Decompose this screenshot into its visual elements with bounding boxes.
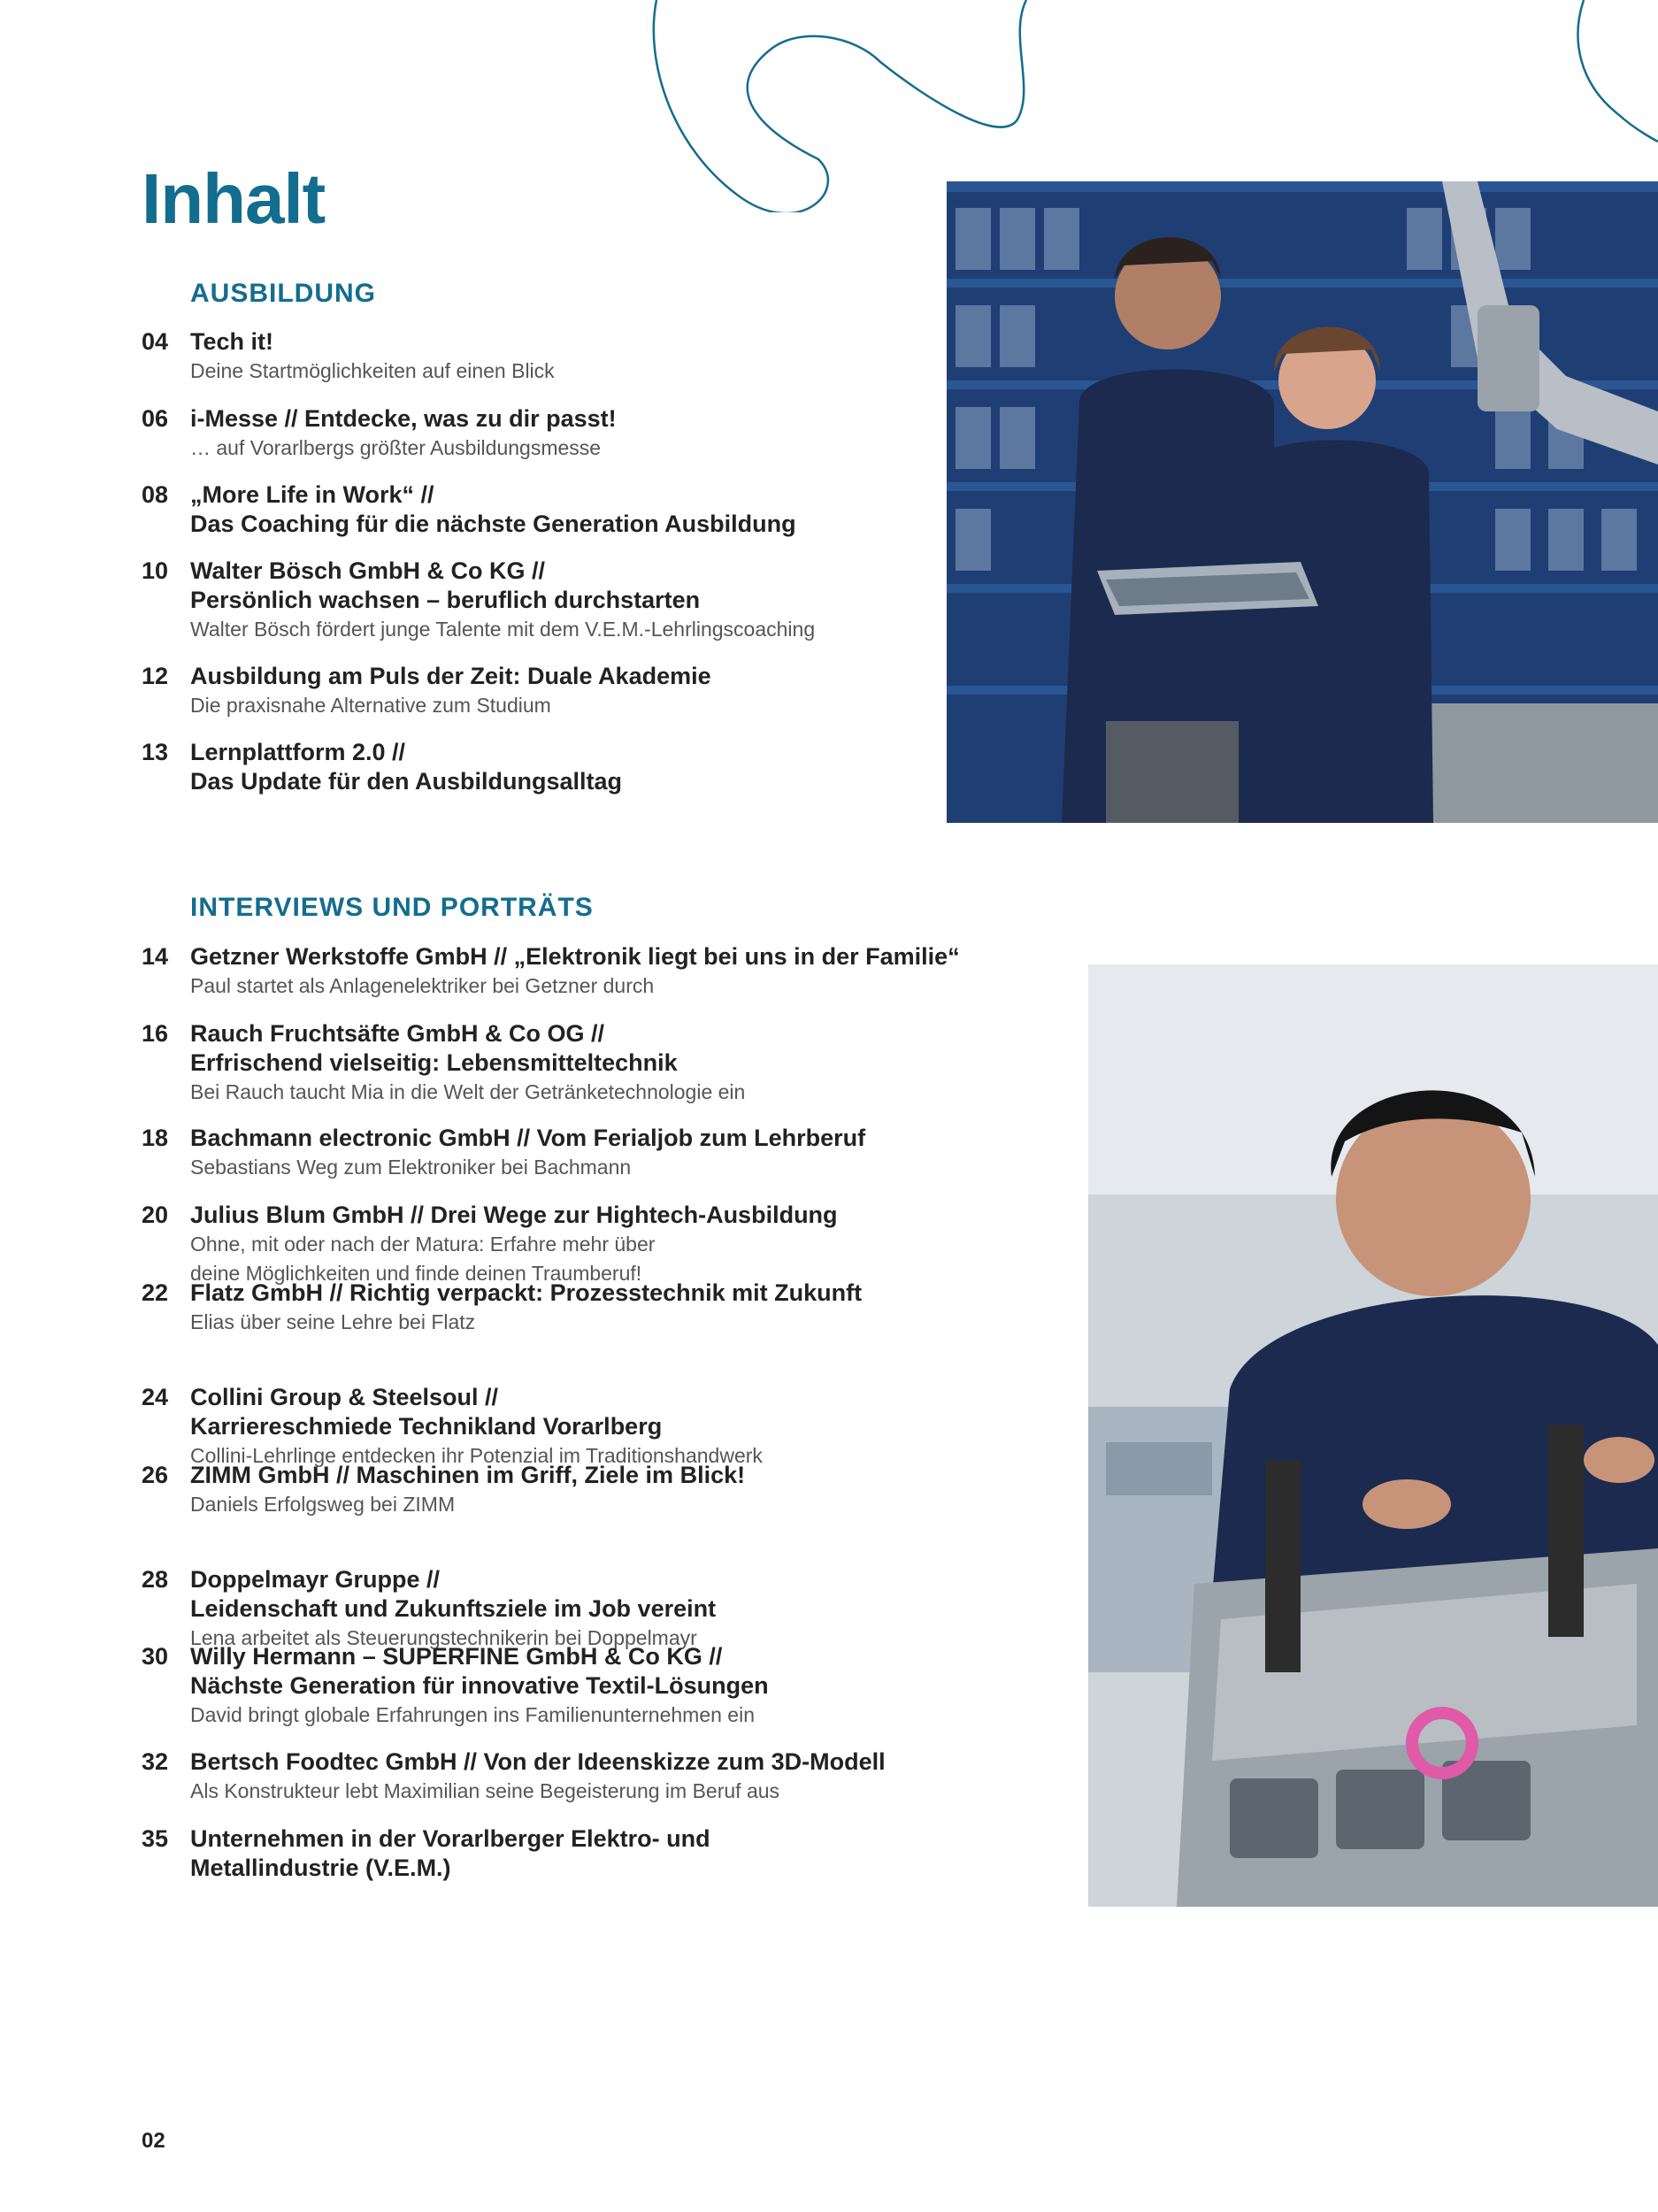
toc-entry-subtitle: Elias über seine Lehre bei Flatz	[190, 1310, 476, 1333]
toc-entry-subtitle: Walter Bösch fördert junge Talente mit dem V.E.M.-Lehrlingscoaching	[190, 618, 816, 641]
photo-apprentices-with-tablet	[947, 181, 1658, 823]
toc-page-number: 22	[142, 1279, 169, 1306]
toc-page-number: 10	[142, 557, 169, 584]
toc-entry-title: „More Life in Work“ //	[190, 481, 434, 508]
toc-entry-text	[190, 738, 969, 796]
page-number: 02	[142, 2129, 165, 2153]
toc-entry-title: Tech it!	[190, 328, 273, 355]
toc-entry-subtitle: Paul startet als Anlagenelektriker bei Getzner durch	[190, 974, 655, 997]
toc-entry-title: Bertsch Foodtec GmbH // Von der Ideenskizze zum 3D-Modell	[190, 1748, 886, 1775]
toc-entry-text	[190, 327, 969, 386]
toc-entry-subtitle: … auf Vorarlbergs größter Ausbildungsmesse	[190, 436, 602, 459]
toc-entry-title: Persönlich wachsen – beruflich durchstarten	[190, 587, 701, 613]
toc-entry-text	[190, 1019, 969, 1107]
toc-entry-title: Collini Group & Steelsoul //	[190, 1384, 499, 1410]
toc-entry-title: Das Coaching für die nächste Generation Ausbildung	[190, 511, 796, 537]
toc-entry-text	[190, 1824, 969, 1883]
section-heading-ausbildung: AUSBILDUNG	[190, 279, 376, 308]
toc-entry-subtitle: deine Möglichkeiten und finde deinen Traumberuf!	[190, 1262, 642, 1285]
toc-entry-title: Karriereschmiede Technikland Vorarlberg	[190, 1413, 663, 1440]
toc-entry-subtitle: Bei Rauch taucht Mia in die Welt der Getränketechnologie ein	[190, 1080, 746, 1103]
toc-page-number: 13	[142, 739, 169, 765]
toc-page-number: 35	[142, 1825, 169, 1852]
toc-entry-subtitle: Deine Startmöglichkeiten auf einen Blick	[190, 359, 555, 382]
toc-page-number: 06	[142, 405, 169, 432]
toc-entry-title: Getzner Werkstoffe GmbH // „Elektronik liegt bei uns in der Familie“	[190, 943, 960, 970]
toc-entry-text	[190, 1279, 969, 1337]
toc-page-number: 18	[142, 1125, 169, 1151]
toc-page-number: 12	[142, 663, 169, 689]
toc-entry-text	[190, 1124, 969, 1182]
toc-entry-title: Julius Blum GmbH // Drei Wege zur Hightech-Ausbildung	[190, 1202, 838, 1228]
toc-entry-title: Bachmann electronic GmbH // Vom Ferialjob zum Lehrberuf	[190, 1125, 866, 1151]
toc-page-number: 28	[142, 1566, 169, 1593]
toc-entry-subtitle: Lena arbeitet als Steuerungstechnikerin bei Doppelmayr	[190, 1626, 697, 1649]
toc-entry-subtitle: Sebastians Weg zum Elektroniker bei Bachmann	[190, 1156, 632, 1179]
toc-entry-text	[190, 404, 969, 463]
toc-entry-text	[190, 942, 969, 1001]
toc-entry-title: Leidenschaft und Zukunftsziele im Job vereint	[190, 1595, 717, 1622]
toc-entry-text	[190, 557, 969, 644]
toc-entry-title: i-Messe // Entdecke, was zu dir passt!	[190, 405, 617, 432]
toc-entry-title: Das Update für den Ausbildungsalltag	[190, 768, 623, 795]
toc-entry-subtitle: Als Konstrukteur lebt Maximilian seine Begeisterung im Beruf aus	[190, 1779, 780, 1802]
toc-entry-subtitle: Ohne, mit oder nach der Matura: Erfahre mehr über	[190, 1233, 656, 1256]
toc-entry-text	[190, 1461, 969, 1519]
toc-page-number: 24	[142, 1384, 169, 1410]
toc-entry-title: Nächste Generation für innovative Textil-Lösungen	[190, 1672, 769, 1699]
toc-page-number: 04	[142, 328, 169, 355]
photo-apprentice-at-machine	[1088, 964, 1658, 1907]
toc-entry-subtitle: Collini-Lehrlinge entdecken ihr Potenzial im Traditionshandwerk	[190, 1444, 763, 1467]
toc-entry-title: Rauch Fruchtsäfte GmbH & Co OG //	[190, 1020, 605, 1047]
toc-entry-text	[190, 1383, 969, 1471]
toc-page-number: 20	[142, 1202, 169, 1228]
toc-entry-title: Walter Bösch GmbH & Co KG //	[190, 557, 546, 584]
toc-entry-title: Doppelmayr Gruppe //	[190, 1566, 441, 1593]
toc-entry-title: Unternehmen in der Vorarlberger Elektro- und	[190, 1825, 710, 1852]
toc-page-number: 16	[142, 1020, 169, 1047]
toc-entry-title: Willy Hermann – SUPERFINE GmbH & Co KG //	[190, 1643, 723, 1670]
toc-entry-text	[190, 1642, 969, 1730]
toc-entry-title: Lernplattform 2.0 //	[190, 739, 406, 765]
page-title: Inhalt	[142, 159, 326, 238]
toc-entry-title: Erfrischend vielseitig: Lebensmitteltechnik	[190, 1049, 678, 1076]
toc-entry-text	[190, 1201, 969, 1288]
toc-entry-text	[190, 662, 969, 720]
toc-page-number: 30	[142, 1643, 169, 1670]
toc-entry-title: ZIMM GmbH // Maschinen im Griff, Ziele im Blick!	[190, 1462, 746, 1488]
toc-entry-subtitle: David bringt globale Erfahrungen ins Familienunternehmen ein	[190, 1703, 755, 1726]
toc-entry-text	[190, 1565, 969, 1653]
toc-page-number: 32	[142, 1748, 169, 1775]
section-heading-interviews: INTERVIEWS UND PORTRÄTS	[190, 893, 594, 922]
toc-page-number: 26	[142, 1462, 169, 1488]
toc-page-number: 08	[142, 481, 169, 508]
toc-entry-text	[190, 480, 969, 539]
toc-entry-text	[190, 1747, 969, 1806]
toc-entry-title: Metallindustrie (V.E.M.)	[190, 1855, 451, 1881]
toc-entry-subtitle: Die praxisnahe Alternative zum Studium	[190, 694, 551, 717]
toc-page-number: 14	[142, 943, 169, 970]
toc-entry-title: Ausbildung am Puls der Zeit: Duale Akademie	[190, 663, 711, 689]
toc-entry-title: Flatz GmbH // Richtig verpackt: Prozesstechnik mit Zukunft	[190, 1279, 863, 1306]
toc-entry-subtitle: Daniels Erfolgsweg bei ZIMM	[190, 1493, 456, 1516]
